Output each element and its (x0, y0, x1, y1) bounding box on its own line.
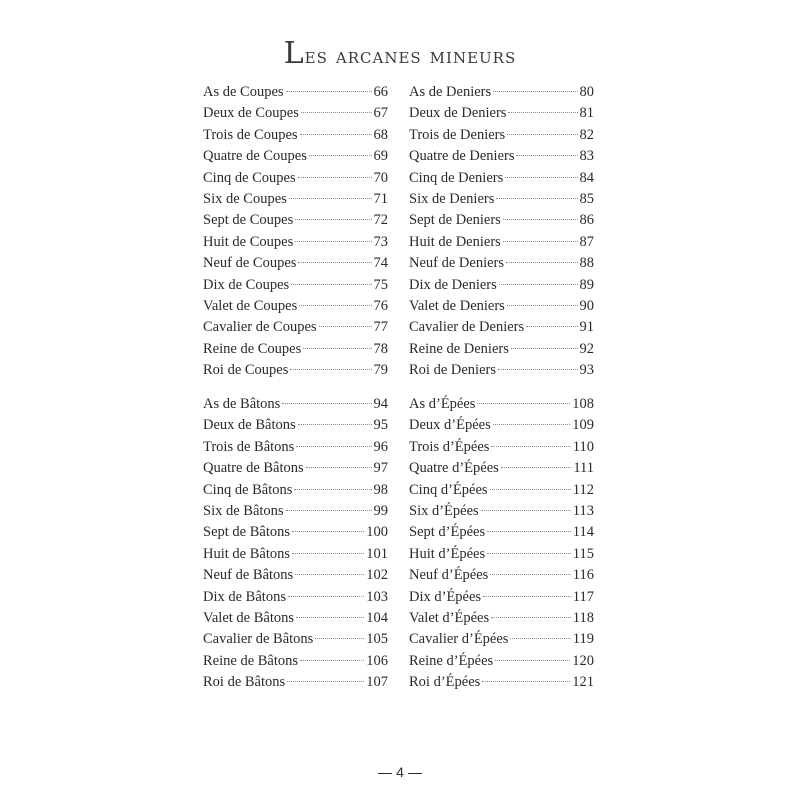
dot-leader (508, 112, 577, 113)
toc-entry (203, 146, 388, 167)
toc-entry-label: Dix de Coupes (203, 276, 290, 293)
toc-entry-label: Six d’Épées (409, 502, 479, 519)
toc-entry-page: 87 (579, 233, 594, 250)
toc-entry-label: Dix de Bâtons (203, 588, 286, 605)
toc-entry-label: Sept de Bâtons (203, 524, 290, 541)
toc-entry-label: Quatre d’Épées (409, 460, 499, 477)
toc-entry (409, 415, 594, 436)
toc-entry-page: 89 (579, 276, 594, 293)
toc-entry (203, 339, 388, 360)
toc-entry (203, 608, 388, 629)
toc-entry-page: 92 (579, 340, 594, 357)
dot-leader (287, 681, 364, 682)
toc-column-batons (203, 394, 388, 693)
dot-leader (295, 241, 371, 242)
dot-leader (289, 198, 372, 199)
toc-entry (203, 360, 388, 381)
dot-leader (309, 155, 372, 156)
toc-entry (203, 458, 388, 479)
toc-entry (203, 629, 388, 650)
toc-entry (409, 565, 594, 586)
toc-entry-label: Deux d’Épées (409, 417, 491, 434)
dot-leader (505, 177, 577, 178)
dot-leader (487, 531, 571, 532)
toc-entry (409, 480, 594, 501)
toc-entry (409, 168, 594, 189)
dot-leader (503, 219, 578, 220)
toc-entry (409, 210, 594, 231)
toc-entry-label: Quatre de Coupes (203, 148, 307, 165)
dot-leader (507, 134, 577, 135)
toc-entry-label: As de Bâtons (203, 396, 281, 412)
toc-entry-page: 115 (572, 545, 594, 562)
dot-leader (303, 348, 371, 349)
toc-entry-label: Dix de Deniers (409, 276, 497, 293)
toc-entry (203, 651, 388, 672)
toc-entry-page: 86 (579, 212, 594, 229)
toc-entry-page: 97 (373, 460, 388, 477)
dot-leader (295, 574, 364, 575)
toc-entry-page: 79 (373, 362, 388, 379)
toc-entry-page: 117 (572, 588, 594, 605)
toc-entry (409, 82, 594, 103)
toc-entry-label: Trois de Bâtons (203, 438, 295, 455)
toc-entry (203, 480, 388, 501)
toc-entry-page: 104 (366, 609, 388, 626)
toc-entry (409, 125, 594, 146)
toc-entry (409, 296, 594, 317)
toc-entry (409, 103, 594, 124)
toc-entry (203, 437, 388, 458)
toc-entry (409, 275, 594, 296)
toc-entry (409, 672, 594, 693)
toc-entry-label: Deux de Bâtons (203, 417, 296, 434)
toc-entry (409, 317, 594, 338)
dot-leader (306, 467, 372, 468)
toc-entry-page: 90 (579, 297, 594, 314)
dot-leader (298, 262, 371, 263)
toc-entry-label: Roi de Coupes (203, 362, 289, 379)
title-initial: L (283, 36, 305, 71)
toc-entry-page: 69 (373, 148, 388, 165)
toc-entry-label: Roi de Deniers (409, 362, 496, 379)
toc-entry-label: Huit d’Épées (409, 545, 486, 562)
dot-leader (516, 155, 577, 156)
toc-entry-page: 106 (366, 652, 388, 669)
toc-entry-page: 96 (373, 438, 388, 455)
toc-entry-label: Valet de Bâtons (203, 609, 295, 626)
toc-entry-label: Reine de Bâtons (203, 652, 299, 669)
toc-entry-page: 120 (572, 652, 594, 669)
dot-leader (510, 638, 570, 639)
dot-leader (288, 596, 364, 597)
dot-leader (286, 510, 372, 511)
toc-entry-label: Deux de Coupes (203, 105, 299, 122)
toc-entry-page: 67 (373, 105, 388, 122)
toc-entry-label: As d’Épées (409, 396, 476, 412)
dot-leader (493, 91, 577, 92)
toc-entry (409, 501, 594, 522)
toc-entry-page: 100 (366, 524, 388, 541)
toc-entry-page: 80 (579, 84, 594, 100)
dot-leader (495, 660, 570, 661)
toc-entry (203, 125, 388, 146)
toc-entry-label: Valet de Coupes (203, 297, 298, 314)
dot-leader (477, 403, 570, 404)
toc-entry-page: 98 (373, 481, 388, 498)
dot-leader (526, 326, 577, 327)
toc-entry-label: Neuf de Bâtons (203, 567, 294, 584)
toc-entry-label: Neuf de Coupes (203, 255, 297, 272)
toc-entry-label: Reine de Coupes (203, 340, 302, 357)
toc-entry (409, 146, 594, 167)
dot-leader (483, 596, 571, 597)
toc-entry-label: Cavalier de Coupes (203, 319, 317, 336)
toc-entry-page: 82 (579, 126, 594, 143)
toc-entry-page: 83 (579, 148, 594, 165)
toc-entry-label: Six de Deniers (409, 190, 495, 207)
toc-entry (409, 232, 594, 253)
toc-entry-page: 74 (373, 255, 388, 272)
dot-leader (490, 574, 570, 575)
dot-leader (490, 489, 571, 490)
dot-leader (493, 424, 571, 425)
toc-entry-label: Six de Coupes (203, 190, 287, 207)
toc-entry-page: 68 (373, 126, 388, 143)
toc-entry (203, 82, 388, 103)
toc-entry (203, 501, 388, 522)
toc-entry (409, 651, 594, 672)
page-title (0, 36, 800, 71)
toc-entry-label: Trois d’Épées (409, 438, 490, 455)
toc-entry-page: 109 (572, 417, 594, 434)
dot-leader (296, 617, 364, 618)
toc-entry-page: 108 (572, 396, 594, 412)
toc-entry-label: Quatre de Deniers (409, 148, 515, 165)
toc-entry (409, 360, 594, 381)
toc-entry-label: Reine d’Épées (409, 652, 494, 669)
toc-entry-page: 71 (373, 190, 388, 207)
toc-entry-page: 110 (572, 438, 594, 455)
toc-entry (203, 565, 388, 586)
toc-column-deniers (409, 82, 594, 381)
toc-entry-page: 102 (366, 567, 388, 584)
toc-entry (203, 232, 388, 253)
toc-entry-page: 72 (373, 212, 388, 229)
dot-leader (482, 681, 570, 682)
toc-entry (203, 189, 388, 210)
dot-leader (503, 241, 578, 242)
toc-entry-page: 107 (366, 674, 388, 691)
dot-leader (506, 262, 577, 263)
toc-entry (203, 210, 388, 231)
toc-entry-label: As de Coupes (203, 84, 284, 100)
toc-entry-page: 84 (579, 169, 594, 186)
toc-entry-label: Reine de Deniers (409, 340, 509, 357)
toc-entry-label: Sept de Deniers (409, 212, 501, 229)
toc-entry-page: 93 (579, 362, 594, 379)
dot-leader (298, 424, 372, 425)
title-rest: es arcanes mineurs (304, 44, 517, 69)
toc-entry-page: 77 (373, 319, 388, 336)
toc-entry-label: Sept de Coupes (203, 212, 294, 229)
toc-entry (409, 629, 594, 650)
toc-entry-page: 105 (366, 631, 388, 648)
toc-entry (409, 339, 594, 360)
dot-leader (487, 553, 571, 554)
toc-entry (203, 168, 388, 189)
toc-entry-page: 88 (579, 255, 594, 272)
toc-entry (409, 437, 594, 458)
toc-entry (203, 672, 388, 693)
toc-entry-page: 118 (572, 609, 594, 626)
toc-entry-label: Dix d’Épées (409, 588, 482, 605)
toc-entry-page: 113 (572, 502, 594, 519)
toc-entry (203, 296, 388, 317)
dot-leader (299, 305, 371, 306)
toc-entry-page: 112 (572, 481, 594, 498)
toc-entry-page: 111 (573, 460, 594, 477)
dot-leader (300, 660, 364, 661)
toc-entry (409, 587, 594, 608)
dot-leader (315, 638, 364, 639)
dot-leader (499, 284, 578, 285)
toc-entry-label: Cinq de Bâtons (203, 481, 293, 498)
toc-entry (409, 522, 594, 543)
toc-entry-page: 75 (373, 276, 388, 293)
dot-leader (282, 403, 371, 404)
dot-leader (301, 112, 372, 113)
toc-entry (203, 275, 388, 296)
dot-leader (295, 219, 371, 220)
toc-entry (203, 103, 388, 124)
toc-entry-page: 103 (366, 588, 388, 605)
toc-entry-page: 121 (572, 674, 594, 691)
dot-leader (491, 617, 571, 618)
toc-entry (409, 189, 594, 210)
toc-entry-page: 78 (373, 340, 388, 357)
toc-entry-page: 119 (572, 631, 594, 648)
folio-number: 4 (396, 764, 404, 780)
toc-entry (409, 608, 594, 629)
toc-entry (203, 522, 388, 543)
dot-leader (496, 198, 577, 199)
toc-entry-label: Huit de Deniers (409, 233, 501, 250)
toc-entry-label: Cavalier de Bâtons (203, 631, 314, 648)
toc-entry-label: Roi d’Épées (409, 674, 481, 691)
toc-entry-label: As de Deniers (409, 84, 492, 100)
toc-entry-label: Cinq de Deniers (409, 169, 504, 186)
dot-leader (298, 177, 372, 178)
toc-entry-label: Trois de Deniers (409, 126, 506, 143)
toc-entry-page: 85 (579, 190, 594, 207)
dot-leader (501, 467, 572, 468)
toc-entry (409, 253, 594, 274)
dot-leader (481, 510, 571, 511)
page-number (0, 764, 800, 780)
toc-column-epees (409, 394, 594, 693)
toc-entry-label: Cinq d’Épées (409, 481, 488, 498)
dot-leader (319, 326, 372, 327)
toc-entry (203, 415, 388, 436)
toc-entry-label: Deux de Deniers (409, 105, 507, 122)
dot-leader (292, 553, 364, 554)
toc-entry-label: Neuf de Deniers (409, 255, 505, 272)
toc-entry-label: Cinq de Coupes (203, 169, 296, 186)
dot-leader (300, 134, 372, 135)
toc-entry-page: 95 (373, 417, 388, 434)
toc-entry-label: Quatre de Bâtons (203, 460, 304, 477)
toc-entry (203, 394, 388, 415)
toc-entry (409, 544, 594, 565)
dot-leader (498, 369, 578, 370)
toc-entry-page: 99 (373, 502, 388, 519)
dot-leader (294, 489, 371, 490)
toc-entry-label: Neuf d’Épées (409, 567, 489, 584)
toc-entry-label: Six de Bâtons (203, 502, 284, 519)
folio-dash-right (408, 773, 422, 774)
toc-entry (203, 544, 388, 565)
toc-entry-label: Cavalier de Deniers (409, 319, 525, 336)
dot-leader (296, 446, 371, 447)
dot-leader (507, 305, 578, 306)
dot-leader (511, 348, 578, 349)
folio-dash-left (378, 773, 392, 774)
dot-leader (292, 531, 364, 532)
toc-entry-label: Valet d’Épées (409, 609, 490, 626)
dot-leader (291, 284, 371, 285)
dot-leader (290, 369, 371, 370)
toc-entry-page: 101 (366, 545, 388, 562)
toc-entry-page: 73 (373, 233, 388, 250)
toc-entry-label: Sept d’Épées (409, 524, 486, 541)
toc-column-coupes (203, 82, 388, 381)
toc-entry-page: 70 (373, 169, 388, 186)
toc-entry-label: Huit de Coupes (203, 233, 294, 250)
toc-entry-page: 81 (579, 105, 594, 122)
toc-entry (409, 394, 594, 415)
toc-entry-label: Valet de Deniers (409, 297, 505, 314)
toc-entry-page: 66 (373, 84, 388, 100)
dot-leader (491, 446, 570, 447)
toc-entry-page: 91 (579, 319, 594, 336)
toc-entry-page: 114 (572, 524, 594, 541)
toc-entry-page: 94 (373, 396, 388, 412)
toc-entry (409, 458, 594, 479)
toc-entry-page: 76 (373, 297, 388, 314)
toc-entry (203, 253, 388, 274)
toc-entry (203, 317, 388, 338)
toc-entry-label: Trois de Coupes (203, 126, 298, 143)
toc-entry-label: Huit de Bâtons (203, 545, 290, 562)
dot-leader (286, 91, 372, 92)
toc-entry-label: Roi de Bâtons (203, 674, 286, 691)
toc-entry-label: Cavalier d’Épées (409, 631, 509, 648)
toc-entry (203, 587, 388, 608)
toc-entry-page: 116 (572, 567, 594, 584)
